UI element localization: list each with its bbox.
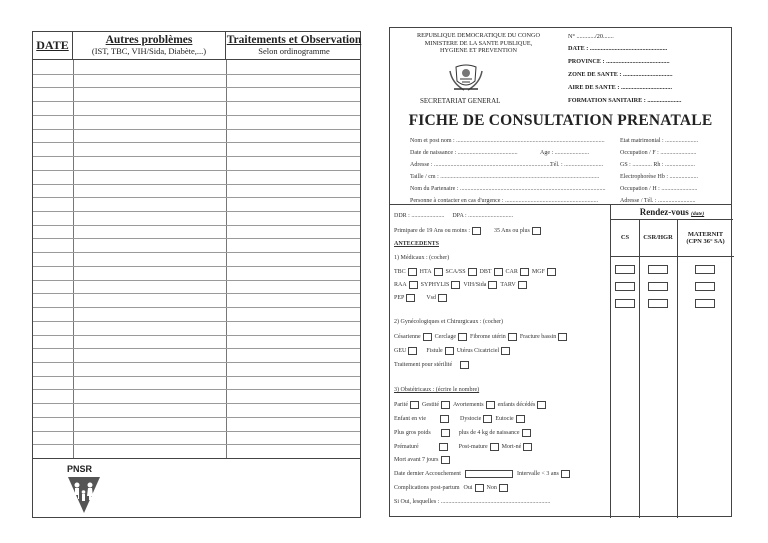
- raa-checkbox[interactable]: [409, 281, 418, 289]
- last-delivery-field[interactable]: [465, 470, 513, 478]
- table-row-line: [33, 335, 360, 336]
- ministry-block: [396, 32, 561, 55]
- yes-checkbox[interactable]: [475, 484, 484, 492]
- tarv-checkbox[interactable]: [518, 281, 527, 289]
- pelvis-fracture-checkbox[interactable]: [558, 333, 567, 341]
- table-footer: [33, 458, 360, 519]
- pelvis-fracture-label: Fracture bassin: [519, 334, 557, 340]
- number-field[interactable]: N° ............/20.......: [568, 33, 614, 40]
- csr-date-box[interactable]: [648, 265, 668, 274]
- abortions-box[interactable]: [486, 401, 495, 409]
- over-4kg-label: plus de 4 kg de naissance: [458, 430, 520, 436]
- complications-detail-field[interactable]: Si Oui, lesquelles : .........................................................................: [394, 499, 551, 505]
- appointments-title-sub: (date): [691, 211, 705, 217]
- treatments-subtitle: Selon ordinogramme: [258, 46, 330, 56]
- tarv-label: TARV: [500, 282, 516, 288]
- age35-label: 35 Ans ou plus: [494, 228, 530, 234]
- no-label: Non: [486, 485, 497, 491]
- table-row-line: [33, 115, 360, 116]
- vsd-label: Vsd: [426, 295, 437, 301]
- ministry-line: MINISTERE DE LA SANTE PUBLIQUE,: [424, 39, 533, 47]
- health-area-field[interactable]: AIRE DE SANTE : .................................: [568, 84, 672, 91]
- province-field[interactable]: PROVINCE : .........................................: [568, 58, 670, 65]
- table-row-line: [33, 307, 360, 308]
- column-divider: [677, 220, 678, 518]
- deceased-children-label: enfants décédés: [497, 402, 536, 408]
- table-row-line: [33, 211, 360, 212]
- premature-box[interactable]: [439, 443, 448, 451]
- cs-date-box[interactable]: [615, 282, 635, 291]
- table-row-line: [33, 156, 360, 157]
- cesarean-checkbox[interactable]: [423, 333, 432, 341]
- ddr-row: [394, 213, 513, 219]
- table-row-line: [33, 266, 360, 267]
- dbt-label: DBT: [479, 269, 492, 275]
- dystocia-label: Dystocie: [460, 416, 482, 422]
- gestity-box[interactable]: [441, 401, 450, 409]
- table-row-line: [33, 403, 360, 404]
- living-children-label: Enfant en vie: [394, 416, 426, 422]
- secretariat-label: SECRETARIAT GENERAL: [420, 97, 501, 105]
- cs-date-box[interactable]: [615, 299, 635, 308]
- csr-date-box[interactable]: [648, 282, 668, 291]
- emergency-contact-field[interactable]: Personne à contacter en cas d'urgence : ..............................................................: [410, 198, 599, 204]
- problems-subtitle: (IST, TBC, VIH/Sida, Diabète,...): [91, 46, 207, 56]
- table-row-line: [33, 197, 360, 198]
- syphilis-label: SYPHYLIS: [420, 282, 450, 288]
- obstetric-row-5: [394, 456, 453, 464]
- yes-label: Oui: [463, 485, 473, 491]
- table-row-line: [33, 348, 360, 349]
- car-label: CAR: [505, 269, 518, 275]
- vih-checkbox[interactable]: [488, 281, 497, 289]
- cerclage-label: Cerclage: [434, 334, 456, 340]
- sca-label: SCA/SS: [445, 269, 466, 275]
- abortions-label: Avortements: [453, 402, 484, 408]
- column-divider: [226, 60, 227, 458]
- raa-label: RAA: [394, 282, 407, 288]
- marital-status-field[interactable]: Etat matrimonial : ......................: [620, 138, 699, 144]
- mgf-checkbox[interactable]: [547, 268, 556, 276]
- maternity-date-box[interactable]: [695, 282, 715, 291]
- cesarean-label: Césarienne: [394, 334, 421, 340]
- occupation-h-field[interactable]: Occupation / H : ........................: [620, 186, 698, 192]
- partner-name-field[interactable]: Nom du Partenaire : .................................................................................................: [410, 186, 606, 192]
- maternity-date-box[interactable]: [695, 299, 715, 308]
- parity-box[interactable]: [410, 401, 419, 409]
- antecedents-section: [390, 205, 731, 518]
- complications-label: Complications post-partum: [394, 485, 460, 491]
- hta-label: HTA: [419, 269, 432, 275]
- appointments-title: Rendez-vous: [639, 207, 689, 217]
- table-row-line: [33, 87, 360, 88]
- interval-label: Intervalle < 3 ans: [516, 471, 559, 477]
- address-phone-field[interactable]: Adresse / Tél. : .........................: [620, 198, 696, 204]
- dbt-checkbox[interactable]: [494, 268, 503, 276]
- table-row-line: [33, 184, 360, 185]
- gyneco-row-3: [394, 361, 472, 369]
- eutocia-box[interactable]: [516, 415, 525, 423]
- table-row-line: [33, 225, 360, 226]
- pep-checkbox[interactable]: [406, 294, 415, 302]
- living-children-box[interactable]: [440, 415, 449, 423]
- table-row-line: [33, 252, 360, 253]
- medical-row-1: [394, 268, 559, 276]
- last-delivery-label: Date dernier Accouchement: [394, 471, 461, 477]
- treatments-title: Traitements et Observation: [226, 34, 362, 46]
- eutocia-label: Eutocie: [495, 416, 514, 422]
- obstetric-row-3: [394, 429, 534, 437]
- form-title: FICHE DE CONSULTATION PRENATALE: [408, 112, 713, 129]
- obstetric-row-6: [394, 470, 573, 478]
- cerclage-checkbox[interactable]: [458, 333, 467, 341]
- vsd-checkbox[interactable]: [438, 294, 447, 302]
- table-header: [33, 32, 360, 60]
- obstetric-row-7: [394, 484, 511, 492]
- heaviest-weight-box[interactable]: [441, 429, 450, 437]
- pnsr-logo-text: PNSR: [67, 464, 93, 474]
- maternity-sub-label: (CPN 36° SA): [686, 238, 725, 245]
- prenatal-consultation-form: [389, 27, 732, 517]
- tbc-checkbox[interactable]: [408, 268, 417, 276]
- col-maternity-header: [677, 220, 734, 257]
- table-row-line: [33, 417, 360, 418]
- table-row-line: [33, 170, 360, 171]
- obstetric-heading: 3) Obstétricaux : (écrire le nombre): [394, 387, 480, 393]
- col-cs-header: CS: [611, 220, 639, 257]
- maternity-date-box[interactable]: [695, 265, 715, 274]
- death-7days-box[interactable]: [441, 456, 450, 464]
- sterility-label: Traitement pour stérilité: [394, 362, 453, 368]
- fistula-label: Fistule: [426, 348, 443, 354]
- car-checkbox[interactable]: [520, 268, 529, 276]
- occupation-f-field[interactable]: Occupation / F : ........................: [620, 150, 697, 156]
- hygiene-line: HYGIENE ET PREVENTION: [440, 47, 517, 54]
- col-csr-header: CSR/HGR: [639, 220, 677, 257]
- ddr-field[interactable]: DDR : ......................: [394, 213, 445, 219]
- blood-group-field[interactable]: GS : ............. Rh : ....................: [620, 162, 696, 168]
- table-row-line: [33, 321, 360, 322]
- stillborn-label: Mort-né: [501, 444, 522, 450]
- obstetric-row-1: [394, 401, 549, 409]
- table-row-line: [33, 293, 360, 294]
- vih-label: VIH/Sida: [463, 282, 487, 288]
- no-checkbox[interactable]: [499, 484, 508, 492]
- appointments-table: [610, 205, 733, 518]
- mgf-label: MGF: [531, 269, 545, 275]
- table-row-line: [33, 238, 360, 239]
- dystocia-box[interactable]: [483, 415, 492, 423]
- age-field[interactable]: Age : .......................: [540, 150, 590, 156]
- pnsr-family-logo: [67, 475, 101, 515]
- deceased-children-box[interactable]: [537, 401, 546, 409]
- table-row-line: [33, 142, 360, 143]
- appointments-header: [611, 205, 733, 220]
- fistula-checkbox[interactable]: [445, 347, 454, 355]
- fibroma-checkbox[interactable]: [508, 333, 517, 341]
- republic-line: REPUBLIQUE DEMOCRATIQUE DU CONGO: [417, 32, 540, 39]
- health-zone-field[interactable]: ZONE DE SANTE : ................................: [568, 71, 673, 78]
- health-facility-field[interactable]: FORMATION SANITAIRE : ......................: [568, 97, 682, 104]
- obstetric-row-2: [394, 415, 528, 423]
- cs-date-box[interactable]: [615, 265, 635, 274]
- table-row-line: [33, 280, 360, 281]
- table-row-line: [33, 129, 360, 130]
- table-row-line: [33, 376, 360, 377]
- column-divider: [73, 60, 74, 458]
- age-risk-row: [394, 227, 544, 235]
- maternity-label: MATERNIT: [687, 230, 724, 238]
- table-row-line: [33, 74, 360, 75]
- electrophoresis-field[interactable]: Electrophorèse Hb : ...................: [620, 174, 698, 180]
- premature-label: Prématuré: [394, 444, 419, 450]
- birthdate-field[interactable]: Date de naissance : ........................................: [410, 150, 518, 156]
- primipare-checkbox[interactable]: [472, 227, 481, 235]
- scarred-uterus-label: Utérus Cicatriciel: [456, 348, 500, 354]
- death-7days-label: Mort avant 7 jours: [394, 457, 439, 463]
- table-row-line: [33, 362, 360, 363]
- post-mature-label: Post-mature: [458, 444, 488, 450]
- medical-row-3: [394, 294, 450, 302]
- problems-title: Autres problèmes: [105, 34, 193, 46]
- table-row-line: [33, 389, 360, 390]
- post-mature-box[interactable]: [490, 443, 499, 451]
- col-problems-header: [73, 32, 226, 59]
- name-field[interactable]: Nom et post nom : ...................................................................................................: [410, 138, 605, 144]
- antecedents-heading: ANTECEDENTS: [394, 241, 440, 247]
- table-row-line: [33, 444, 360, 445]
- scarred-uterus-checkbox[interactable]: [501, 347, 510, 355]
- fibroma-label: Fibrome utérin: [469, 334, 506, 340]
- table-row-line: [33, 101, 360, 102]
- parity-label: Parité: [394, 402, 408, 408]
- over-4kg-box[interactable]: [522, 429, 531, 437]
- sca-checkbox[interactable]: [468, 268, 477, 276]
- geu-label: GEU: [394, 348, 407, 354]
- table-row-line: [33, 431, 360, 432]
- gestity-label: Gestité: [422, 402, 439, 408]
- age35-checkbox[interactable]: [532, 227, 541, 235]
- heaviest-weight-label: Plus gros poids: [394, 430, 431, 436]
- hta-checkbox[interactable]: [434, 268, 443, 276]
- address-field[interactable]: Adresse : ..............................................................................: [410, 162, 551, 168]
- tbc-label: TBC: [394, 269, 406, 275]
- left-page-table: [32, 31, 361, 518]
- pep-label: PEP: [394, 295, 405, 301]
- stillborn-box[interactable]: [523, 443, 532, 451]
- height-field[interactable]: Taille / cm : ..........................................................................................................: [410, 174, 600, 180]
- col-date-header: DATE: [33, 32, 73, 59]
- medical-heading: 1) Médicaux : (cocher): [394, 255, 450, 261]
- syphilis-checkbox[interactable]: [451, 281, 460, 289]
- phone-field[interactable]: Tél. : ..........................: [550, 162, 604, 168]
- form-header-section: [390, 28, 731, 205]
- obstetric-row-4: [394, 443, 535, 451]
- interval-box[interactable]: [561, 470, 570, 478]
- date-field[interactable]: DATE : ..................................................: [568, 45, 668, 52]
- primipare-label: Primipare de 19 Ans ou moins :: [394, 228, 470, 234]
- coat-of-arms-icon: [448, 63, 484, 93]
- gyneco-heading: 2) Gynécologiques et Chirurgicaux : (cocher): [394, 319, 504, 325]
- gyneco-row-1: [394, 333, 570, 341]
- dpa-field[interactable]: DPA : ..............................: [452, 213, 514, 219]
- col-treatments-header: [226, 32, 362, 59]
- column-divider: [639, 220, 640, 518]
- table-body: [33, 60, 360, 458]
- sterility-checkbox[interactable]: [460, 361, 469, 369]
- csr-date-box[interactable]: [648, 299, 668, 308]
- geu-checkbox[interactable]: [408, 347, 417, 355]
- medical-row-2: [394, 281, 530, 289]
- gyneco-row-2: [394, 347, 513, 355]
